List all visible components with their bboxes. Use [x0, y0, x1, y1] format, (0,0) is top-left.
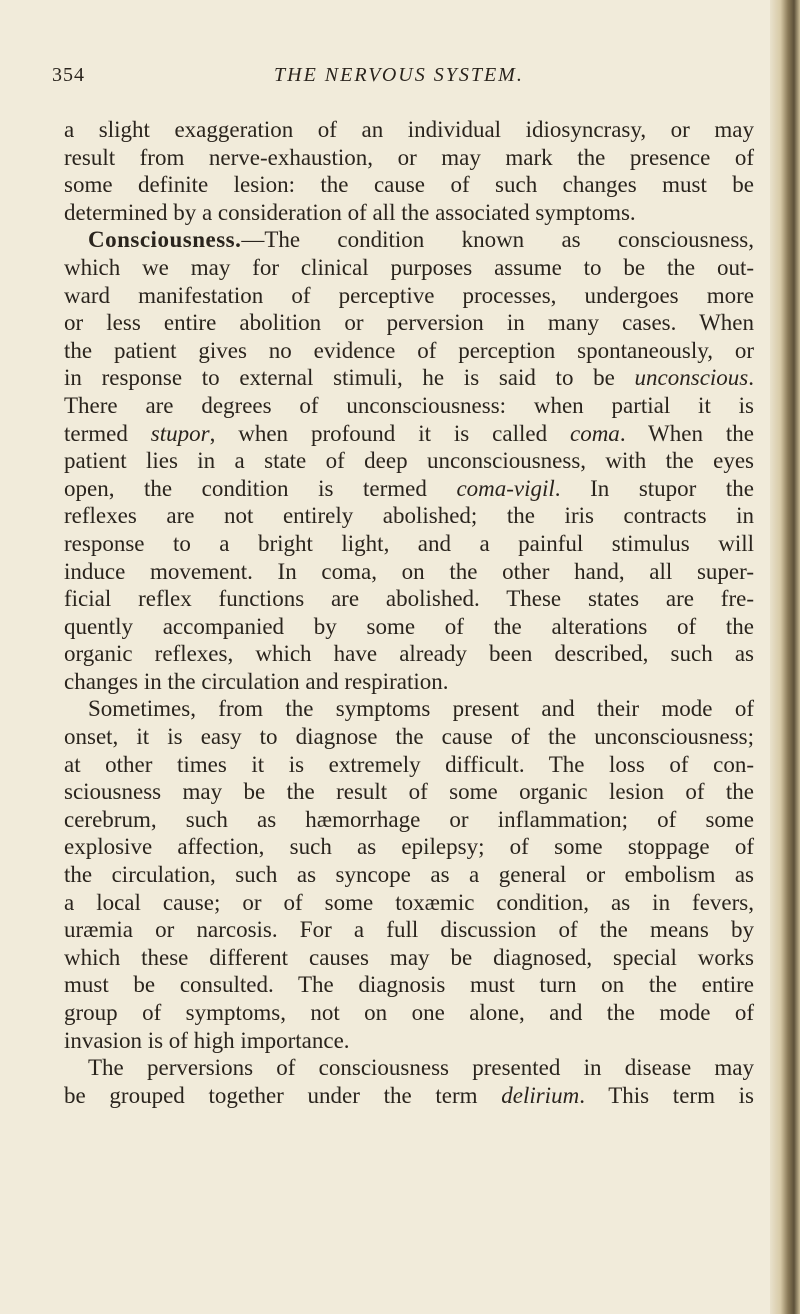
- text-line: patient lies in a state of deep unconsciousness, with the eyes: [64, 448, 754, 474]
- text-line: must be consulted. The diagnosis must turn on the entire: [64, 972, 754, 998]
- text-line: The perversions of consciousness presented in disease may: [88, 1055, 754, 1081]
- text-line: cerebrum, such as hæmorrhage or inflammation; of some: [64, 806, 754, 832]
- text-line: or less entire abolition or perversion in many cases. When: [64, 310, 754, 336]
- text-line: ward manifestation of perceptive processes, undergoes more: [64, 282, 754, 308]
- emphasis: unconscious: [634, 365, 749, 391]
- text-line: reflexes are not entirely abolished; the iris contracts in: [64, 503, 754, 529]
- text-line: invasion is of high importance.: [64, 1027, 350, 1053]
- text-line: which these different causes may be diagnosed, special works: [64, 944, 754, 970]
- text-line: open, the condition is termed coma-vigil. In stupor the: [64, 475, 754, 501]
- text-line: uræmia or narcosis. For a full discussion of the means by: [64, 917, 754, 943]
- text-line: There are degrees of unconsciousness: when partial it is: [64, 392, 754, 418]
- text-line: at other times it is extremely difficult. The loss of con-: [64, 751, 754, 777]
- text-line: result from nerve-exhaustion, or may mark the presence of: [64, 144, 754, 170]
- text-line: quently accompanied by some of the alterations of the: [64, 613, 754, 639]
- text-line: sciousness may be the result of some organic lesion of the: [64, 779, 754, 805]
- text-line: a local cause; or of some toxæmic condition, as in fevers,: [64, 889, 754, 915]
- text-line: the patient gives no evidence of perception spontaneously, or: [64, 337, 754, 363]
- text-line: group of symptoms, not on one alone, and the mode of: [64, 1000, 754, 1025]
- text-line: in response to external stimuli, he is said to be unconscious.: [64, 365, 754, 391]
- emphasis: coma: [569, 420, 620, 446]
- text-line: changes in the circulation and respiration.: [64, 668, 449, 694]
- text-line: ficial reflex functions are abolished. These states are fre-: [64, 586, 754, 612]
- text-line: Consciousness.—The condition known as consciousness,: [88, 227, 754, 253]
- text-line: which we may for clinical purposes assume to be the out-: [64, 254, 754, 280]
- page-header: [52, 64, 760, 96]
- text-line: induce movement. In coma, on the other hand, all super-: [64, 558, 754, 584]
- text-line: termed stupor, when profound it is called coma. When the: [64, 420, 754, 446]
- running-title: THE NERVOUS SYSTEM.: [274, 64, 524, 86]
- text-line: the circulation, such as syncope as a general or embolism as: [64, 862, 754, 888]
- text-line: onset, it is easy to diagnose the cause of the unconsciousness;: [64, 724, 754, 750]
- section-heading: Consciousness.: [88, 227, 242, 253]
- emphasis: delirium: [501, 1082, 580, 1108]
- text-line: some definite lesion: the cause of such changes must be: [64, 172, 754, 198]
- text-line: organic reflexes, which have already been described, such as: [64, 641, 754, 667]
- text-line: response to a bright light, and a painful stimulus will: [64, 530, 754, 556]
- text-line: explosive affection, such as epilepsy; of some stoppage of: [64, 834, 754, 860]
- text-line: determined by a consideration of all the associated symptoms.: [64, 199, 636, 225]
- body-text: [64, 116, 754, 1109]
- text-line: be grouped together under the term delirium. This term is: [64, 1082, 754, 1108]
- emphasis: coma-vigil: [456, 475, 555, 501]
- text-line: Sometimes, from the symptoms present and their mode of: [88, 696, 754, 722]
- page-number: 354: [52, 64, 85, 86]
- page-edge: [770, 0, 800, 1314]
- emphasis: stupor: [150, 420, 210, 446]
- text-line: a slight exaggeration of an individual idiosyncrasy, or may: [64, 117, 754, 142]
